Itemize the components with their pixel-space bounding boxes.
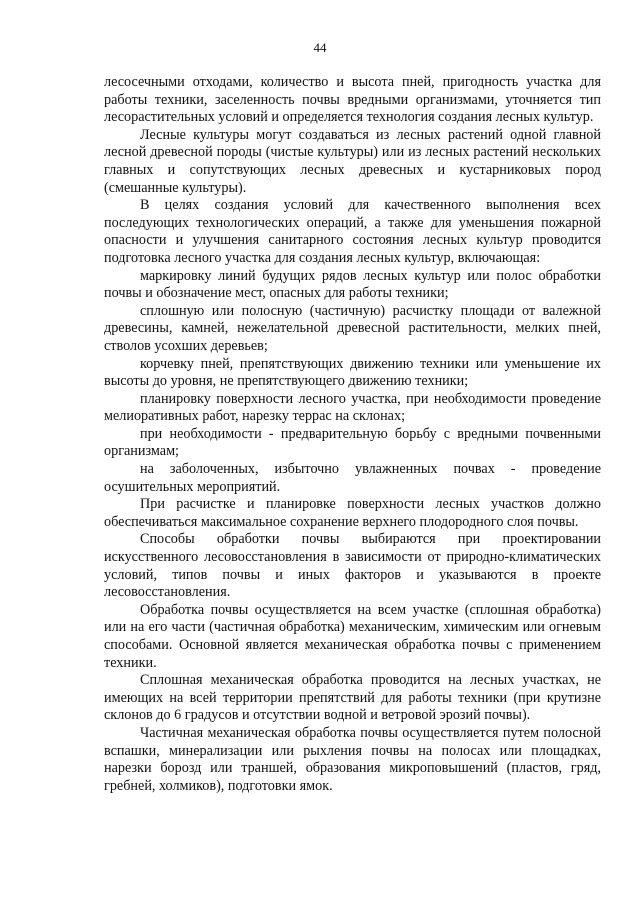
page-number: 44 <box>313 40 327 55</box>
list-item-marking: маркировку линий будущих рядов лесных культур или полос обработки почвы и обозначение мест, опасных для работы техники; <box>104 267 601 302</box>
paragraph-soil-treatment-methods: Способы обработки почвы выбираются при проектировании искусственного лесовосстановления в зависимости от природно-климатических условий, типов почвы и иных факторов и указываются в проекте лесовосстановления. <box>104 531 601 601</box>
document-body <box>104 74 601 795</box>
paragraph-topsoil-preservation: При расчистке и планировке поверхности лесных участков должно обеспечиваться максимальное сохранение верхнего плодородного слоя почвы. <box>104 496 601 530</box>
list-item-pest-control: при необходимости - предварительную борьбу с вредными почвенными организмам; <box>104 425 601 460</box>
list-item-clearing: сплошную или полосную (частичную) расчистку площади от валежной древесины, камней, нежелательной древесной растительности, мелких пней, стволов усохших деревьев; <box>104 302 601 354</box>
paragraph-partial-treatment: Частичная механическая обработка почвы осуществляется путем полосной вспашки, минерализации или рыхления почвы на полосах или площадках, нарезки борозд или траншей, образования микроповышений (пластов, гряд, гребней, холмиков), подготовки ямок. <box>104 724 601 794</box>
list-item-drainage: на заболоченных, избыточно увлажненных почвах - проведение осушительных мероприятий. <box>104 461 601 495</box>
list-item-stump-removal: корчевку пней, препятствующих движению техники или уменьшение их высоты до уровня, не препятствующего движению техники; <box>104 355 601 390</box>
paragraph-continuation: лесосечными отходами, количество и высота пней, пригодность участка для работы техники, заселенность почвы вредными организмами, уточняется тип лесорастительных условий и определяется технология создания лесных культур. <box>104 74 601 126</box>
list-item-leveling: планировку поверхности лесного участка, при необходимости проведение мелиоративных работ, нарезку террас на склонах; <box>104 390 601 425</box>
paragraph-continuous-treatment: Сплошная механическая обработка проводится на лесных участках, не имеющих на всей территории препятствий для работы техники (при крутизне склонов до 6 градусов и отсутствии водной и ветровой эрозий почвы). <box>104 672 601 724</box>
paragraph-forest-crops-types: Лесные культуры могут создаваться из лесных растений одной главной лесной древесной породы (чистые культуры) или из лесных растений нескольких главных и сопутствующих лесных древесных и кустарниковых пород (смешанные культуры). <box>104 126 601 196</box>
paragraph-soil-treatment-types: Обработка почвы осуществляется на всем участке (сплошная обработка) или на его части (частичная обработка) механическим, химическим или огневым способами. Основной является механическая обработка почвы с применением техники. <box>104 601 601 671</box>
paragraph-site-preparation-intro: В целях создания условий для качественного выполнения всех последующих технологических операций, а также для уменьшения пожарной опасности и улучшения санитарного состояния лесных культур проводится подготовка лесного участка для создания лесных культур, включающая: <box>104 197 601 266</box>
